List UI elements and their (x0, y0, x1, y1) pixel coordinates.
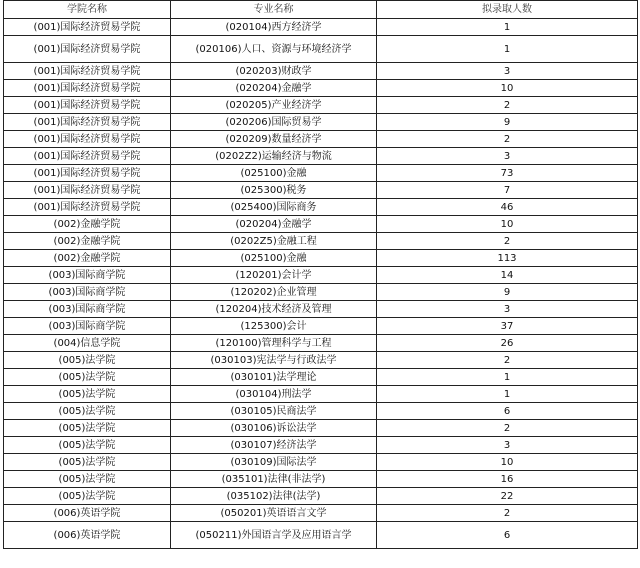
table-row (4, 301, 638, 318)
cell-major: (025300)税务 (171, 182, 377, 199)
table-row (4, 182, 638, 199)
table-row (4, 19, 638, 36)
table-row (4, 454, 638, 471)
cell-major: (030101)法学理论 (171, 369, 377, 386)
cell-major: (020203)财政学 (171, 63, 377, 80)
cell-count: 26 (377, 335, 638, 352)
cell-major: (025100)金融 (171, 250, 377, 267)
cell-college: (005)法学院 (4, 369, 171, 386)
cell-count: 10 (377, 454, 638, 471)
header-major: 专业名称 (171, 1, 377, 19)
cell-major: (020106)人口、资源与环境经济学 (171, 36, 377, 63)
cell-college: (002)金融学院 (4, 250, 171, 267)
cell-count: 3 (377, 437, 638, 454)
table-row (4, 80, 638, 97)
cell-count: 7 (377, 182, 638, 199)
cell-count: 10 (377, 80, 638, 97)
cell-count: 113 (377, 250, 638, 267)
cell-count: 16 (377, 471, 638, 488)
cell-major: (035101)法律(非法学) (171, 471, 377, 488)
cell-major: (030104)刑法学 (171, 386, 377, 403)
cell-college: (002)金融学院 (4, 216, 171, 233)
admission-table (3, 0, 638, 549)
table-row (4, 216, 638, 233)
cell-college: (005)法学院 (4, 437, 171, 454)
table-row (4, 369, 638, 386)
cell-count: 1 (377, 386, 638, 403)
table-row (4, 148, 638, 165)
cell-major: (020104)西方经济学 (171, 19, 377, 36)
cell-college: (001)国际经济贸易学院 (4, 63, 171, 80)
cell-count: 2 (377, 505, 638, 522)
cell-college: (001)国际经济贸易学院 (4, 182, 171, 199)
cell-count: 22 (377, 488, 638, 505)
table-row (4, 199, 638, 216)
table-row (4, 250, 638, 267)
cell-college: (003)国际商学院 (4, 301, 171, 318)
cell-college: (001)国际经济贸易学院 (4, 80, 171, 97)
cell-count: 14 (377, 267, 638, 284)
cell-college: (005)法学院 (4, 454, 171, 471)
cell-college: (002)金融学院 (4, 233, 171, 250)
cell-college: (003)国际商学院 (4, 284, 171, 301)
cell-major: (120204)技术经济及管理 (171, 301, 377, 318)
table-row (4, 420, 638, 437)
cell-major: (035102)法律(法学) (171, 488, 377, 505)
table-row (4, 352, 638, 369)
cell-count: 3 (377, 301, 638, 318)
cell-college: (001)国际经济贸易学院 (4, 165, 171, 182)
cell-college: (001)国际经济贸易学院 (4, 148, 171, 165)
cell-major: (020204)金融学 (171, 216, 377, 233)
cell-college: (001)国际经济贸易学院 (4, 97, 171, 114)
cell-college: (003)国际商学院 (4, 267, 171, 284)
cell-count: 2 (377, 131, 638, 148)
table-row (4, 335, 638, 352)
table-row (4, 488, 638, 505)
table-row (4, 36, 638, 63)
table-body (4, 19, 638, 549)
table-row (4, 471, 638, 488)
cell-major: (050201)英语语言文学 (171, 505, 377, 522)
cell-major: (030106)诉讼法学 (171, 420, 377, 437)
cell-college: (004)信息学院 (4, 335, 171, 352)
table-row (4, 318, 638, 335)
cell-count: 6 (377, 522, 638, 549)
table-row (4, 437, 638, 454)
table-row (4, 522, 638, 549)
table-row (4, 233, 638, 250)
cell-college: (006)英语学院 (4, 505, 171, 522)
cell-count: 2 (377, 233, 638, 250)
cell-count: 2 (377, 97, 638, 114)
cell-major: (120201)会计学 (171, 267, 377, 284)
table-row (4, 284, 638, 301)
cell-count: 6 (377, 403, 638, 420)
cell-college: (001)国际经济贸易学院 (4, 131, 171, 148)
cell-major: (025400)国际商务 (171, 199, 377, 216)
cell-count: 3 (377, 148, 638, 165)
cell-count: 73 (377, 165, 638, 182)
cell-count: 2 (377, 420, 638, 437)
table-row (4, 114, 638, 131)
table-row (4, 63, 638, 80)
cell-major: (020205)产业经济学 (171, 97, 377, 114)
cell-count: 37 (377, 318, 638, 335)
cell-count: 1 (377, 19, 638, 36)
cell-college: (001)国际经济贸易学院 (4, 36, 171, 63)
header-count: 拟录取人数 (377, 1, 638, 19)
cell-major: (020209)数量经济学 (171, 131, 377, 148)
cell-major: (120202)企业管理 (171, 284, 377, 301)
cell-college: (005)法学院 (4, 488, 171, 505)
cell-college: (001)国际经济贸易学院 (4, 114, 171, 131)
cell-major: (025100)金融 (171, 165, 377, 182)
table-row (4, 386, 638, 403)
cell-college: (005)法学院 (4, 471, 171, 488)
cell-college: (006)英语学院 (4, 522, 171, 549)
cell-count: 3 (377, 63, 638, 80)
cell-college: (003)国际商学院 (4, 318, 171, 335)
cell-count: 9 (377, 114, 638, 131)
cell-major: (125300)会计 (171, 318, 377, 335)
cell-college: (005)法学院 (4, 386, 171, 403)
cell-major: (0202Z5)金融工程 (171, 233, 377, 250)
cell-major: (120100)管理科学与工程 (171, 335, 377, 352)
cell-major: (030103)宪法学与行政法学 (171, 352, 377, 369)
table-row (4, 403, 638, 420)
table-row (4, 131, 638, 148)
cell-major: (030109)国际法学 (171, 454, 377, 471)
cell-college: (005)法学院 (4, 403, 171, 420)
table-row (4, 505, 638, 522)
cell-major: (020206)国际贸易学 (171, 114, 377, 131)
table-row (4, 267, 638, 284)
cell-college: (005)法学院 (4, 352, 171, 369)
table-row (4, 97, 638, 114)
cell-major: (020204)金融学 (171, 80, 377, 97)
cell-count: 9 (377, 284, 638, 301)
cell-count: 10 (377, 216, 638, 233)
cell-college: (001)国际经济贸易学院 (4, 19, 171, 36)
header-college: 学院名称 (4, 1, 171, 19)
cell-count: 46 (377, 199, 638, 216)
cell-count: 1 (377, 369, 638, 386)
cell-major: (030107)经济法学 (171, 437, 377, 454)
table-row (4, 165, 638, 182)
cell-count: 1 (377, 36, 638, 63)
table-header-row (4, 1, 638, 19)
cell-major: (050211)外国语言学及应用语言学 (171, 522, 377, 549)
cell-major: (030105)民商法学 (171, 403, 377, 420)
cell-college: (005)法学院 (4, 420, 171, 437)
cell-college: (001)国际经济贸易学院 (4, 199, 171, 216)
cell-count: 2 (377, 352, 638, 369)
cell-major: (0202Z2)运输经济与物流 (171, 148, 377, 165)
